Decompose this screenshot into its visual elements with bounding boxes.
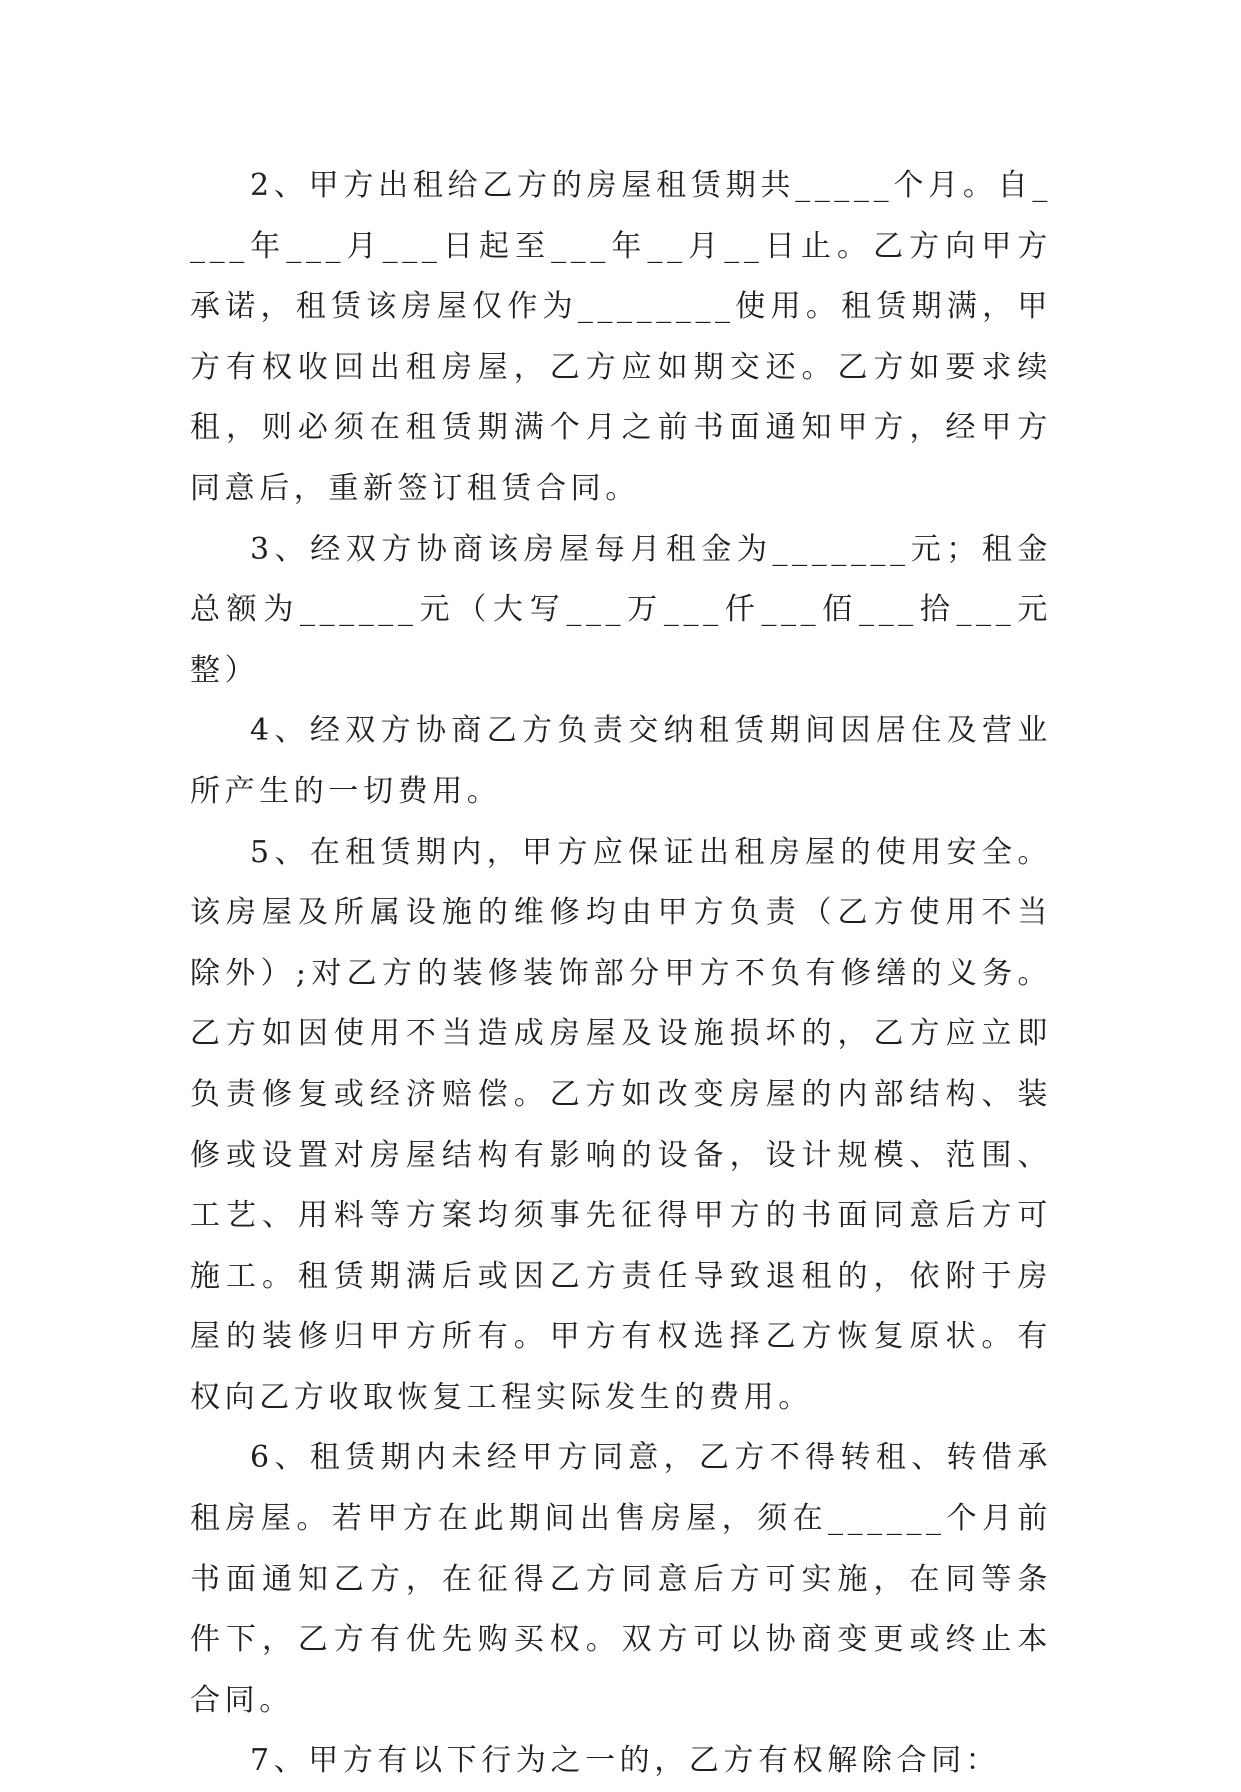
- clause-4-paragraph: 4、经双方协商乙方负责交纳租赁期间因居住及营业所产生的一切费用。: [190, 713, 1052, 809]
- clause-6-paragraph: 6、租赁期内未经甲方同意，乙方不得转租、转借承租房屋。若甲方在此期间出售房屋，须在______个月前书面通知乙方，在征得乙方同意后方可实施，在同等条件下，乙方有优先购买权。双方可以协商变更或终止本合同。: [190, 1440, 1052, 1718]
- clause-3-paragraph: 3、经双方协商该房屋每月租金为_______元；租金总额为______元（大写___万___仟___佰___拾___元整）: [190, 531, 1052, 688]
- clause-5-paragraph: 5、在租赁期内，甲方应保证出租房屋的使用安全。该房屋及所属设施的维修均由甲方负责（乙方使用不当除外）;对乙方的装修装饰部分甲方不负有修缮的义务。乙方如因使用不当造成房屋及设施损坏的，乙方应立即负责修复或经济赔偿。乙方如改变房屋的内部结构、装修或设置对房屋结构有影响的设备，设计规模、范围、工艺、用料等方案均须事先征得甲方的书面同意后方可施工。租赁期满后或因乙方责任导致退租的，依附于房屋的装修归甲方所有。甲方有权选择乙方恢复原状。有权向乙方收取恢复工程实际发生的费用。: [190, 834, 1052, 1415]
- document-body: [190, 156, 1052, 1792]
- clause-2-paragraph: 2、甲方出租给乙方的房屋租赁期共_____个月。自____年___月___日起至___年__月__日止。乙方向甲方承诺，租赁该房屋仅作为________使用。租赁期满，甲方有权收回出租房屋，乙方应如期交还。乙方如要求续租，则必须在租赁期满个月之前书面通知甲方，经甲方同意后，重新签订租赁合同。: [190, 168, 1052, 506]
- clause-7-paragraph: 7、甲方有以下行为之一的，乙方有权解除合同：: [250, 1743, 1001, 1779]
